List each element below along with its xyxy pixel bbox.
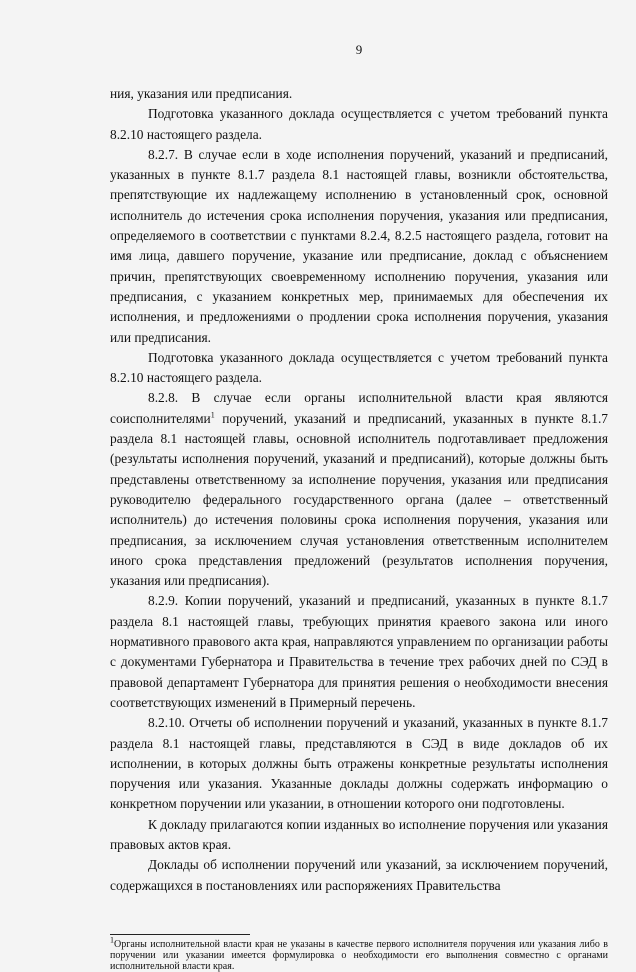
paragraph-8-2-8: [110, 388, 608, 591]
footnote: [110, 935, 608, 972]
footnote-text: Органы исполнительной власти края не указаны в качестве первого исполнителя поручения или указания либо в поручении или указании имеется формулировка о необходимости его выполнения совместно с органами исполнительной власти края.: [110, 938, 608, 972]
paragraph: Подготовка указанного доклада осуществляется с учетом требований пункта 8.2.10 настоящего раздела.: [110, 349, 608, 386]
page-number: 9: [355, 42, 363, 57]
paragraph-continuation: ния, указания или предписания.: [110, 86, 293, 101]
paragraph-8-2-9: 8.2.9. Копии поручений, указаний и предписаний, указанных в пункте 8.1.7 раздела 8.1 настоящей главы, требующих принятия краевого закона или иного нормативного правового акта края, направляются управлением по организации работы с документами Губернатора и Правительства в течение трех рабочих дней по СЭД в правовой департамент Губернатора для принятия решения о необходимости внесения соответствующих изменений в Примерный перечень.: [110, 593, 608, 710]
paragraph: К докладу прилагаются копии изданных во исполнение поручения или указания правовых актов края.: [110, 816, 608, 852]
document-body: [110, 84, 608, 896]
footnote-divider: [110, 934, 250, 935]
paragraph-text: 8.2.8. В случае если органы исполнительной власти края являются соисполнителями: [110, 390, 608, 426]
paragraph-text: поручений, указаний и предписаний, указанных в пункте 8.1.7 раздела 8.1 настоящей главы, основной исполнитель подготавливает предложения (результаты исполнения поручений, указаний и предписаний), которые должны быть представлены ответственному за исполнение поручения, указания или предписания руководителю федерального государственного органа (далее – ответственный исполнитель) до истечения половины срока исполнения поручения, указания или предписания, за исключением случая установления ответственным исполнителем иного срока представления предложений (результатов исполнения поручения, указания или предписания).: [110, 410, 608, 589]
footnote-reference: 1: [210, 410, 215, 420]
footnote-mark: 1: [110, 935, 114, 945]
paragraph: Доклады об исполнении поручений или указаний, за исключением поручений, содержащихся в постановлениях или распоряжениях Правительства: [110, 857, 608, 893]
paragraph-8-2-7: 8.2.7. В случае если в ходе исполнения поручений, указаний и предписаний, указанных в пункте 8.1.7 раздела 8.1 настоящей главы, возникли обстоятельства, препятствующие их надлежащему исполнению в установленный срок, основной исполнитель до истечения срока исполнения поручения, указания или предписания, определяемого в соответствии с пунктами 8.2.4, 8.2.5 настоящего раздела, готовит на имя лица, давшего поручение, указание или предписание, доклад с объяснением причин, препятствующих своевременному исполнению поручения, указания или предписания, с указанием конкретных мер, принимаемых для обеспечения их исполнения, и предложениями о продлении срока исполнения поручения, указания или предписания.: [110, 146, 608, 345]
paragraph: Подготовка указанного доклада осуществляется с учетом требований пункта 8.2.10 настоящего раздела.: [110, 106, 608, 142]
paragraph-8-2-10: 8.2.10. Отчеты об исполнении поручений и указаний, указанных в пункте 8.1.7 раздела 8.1 настоящей главы, представляются в СЭД в виде докладов об их исполнении, в которых должны быть отражены конкретные результаты исполнения поручения или указания. Указанные доклады должны содержать информацию о конкретном поручении или указании, в отношении которого они подготовлены.: [110, 715, 608, 812]
